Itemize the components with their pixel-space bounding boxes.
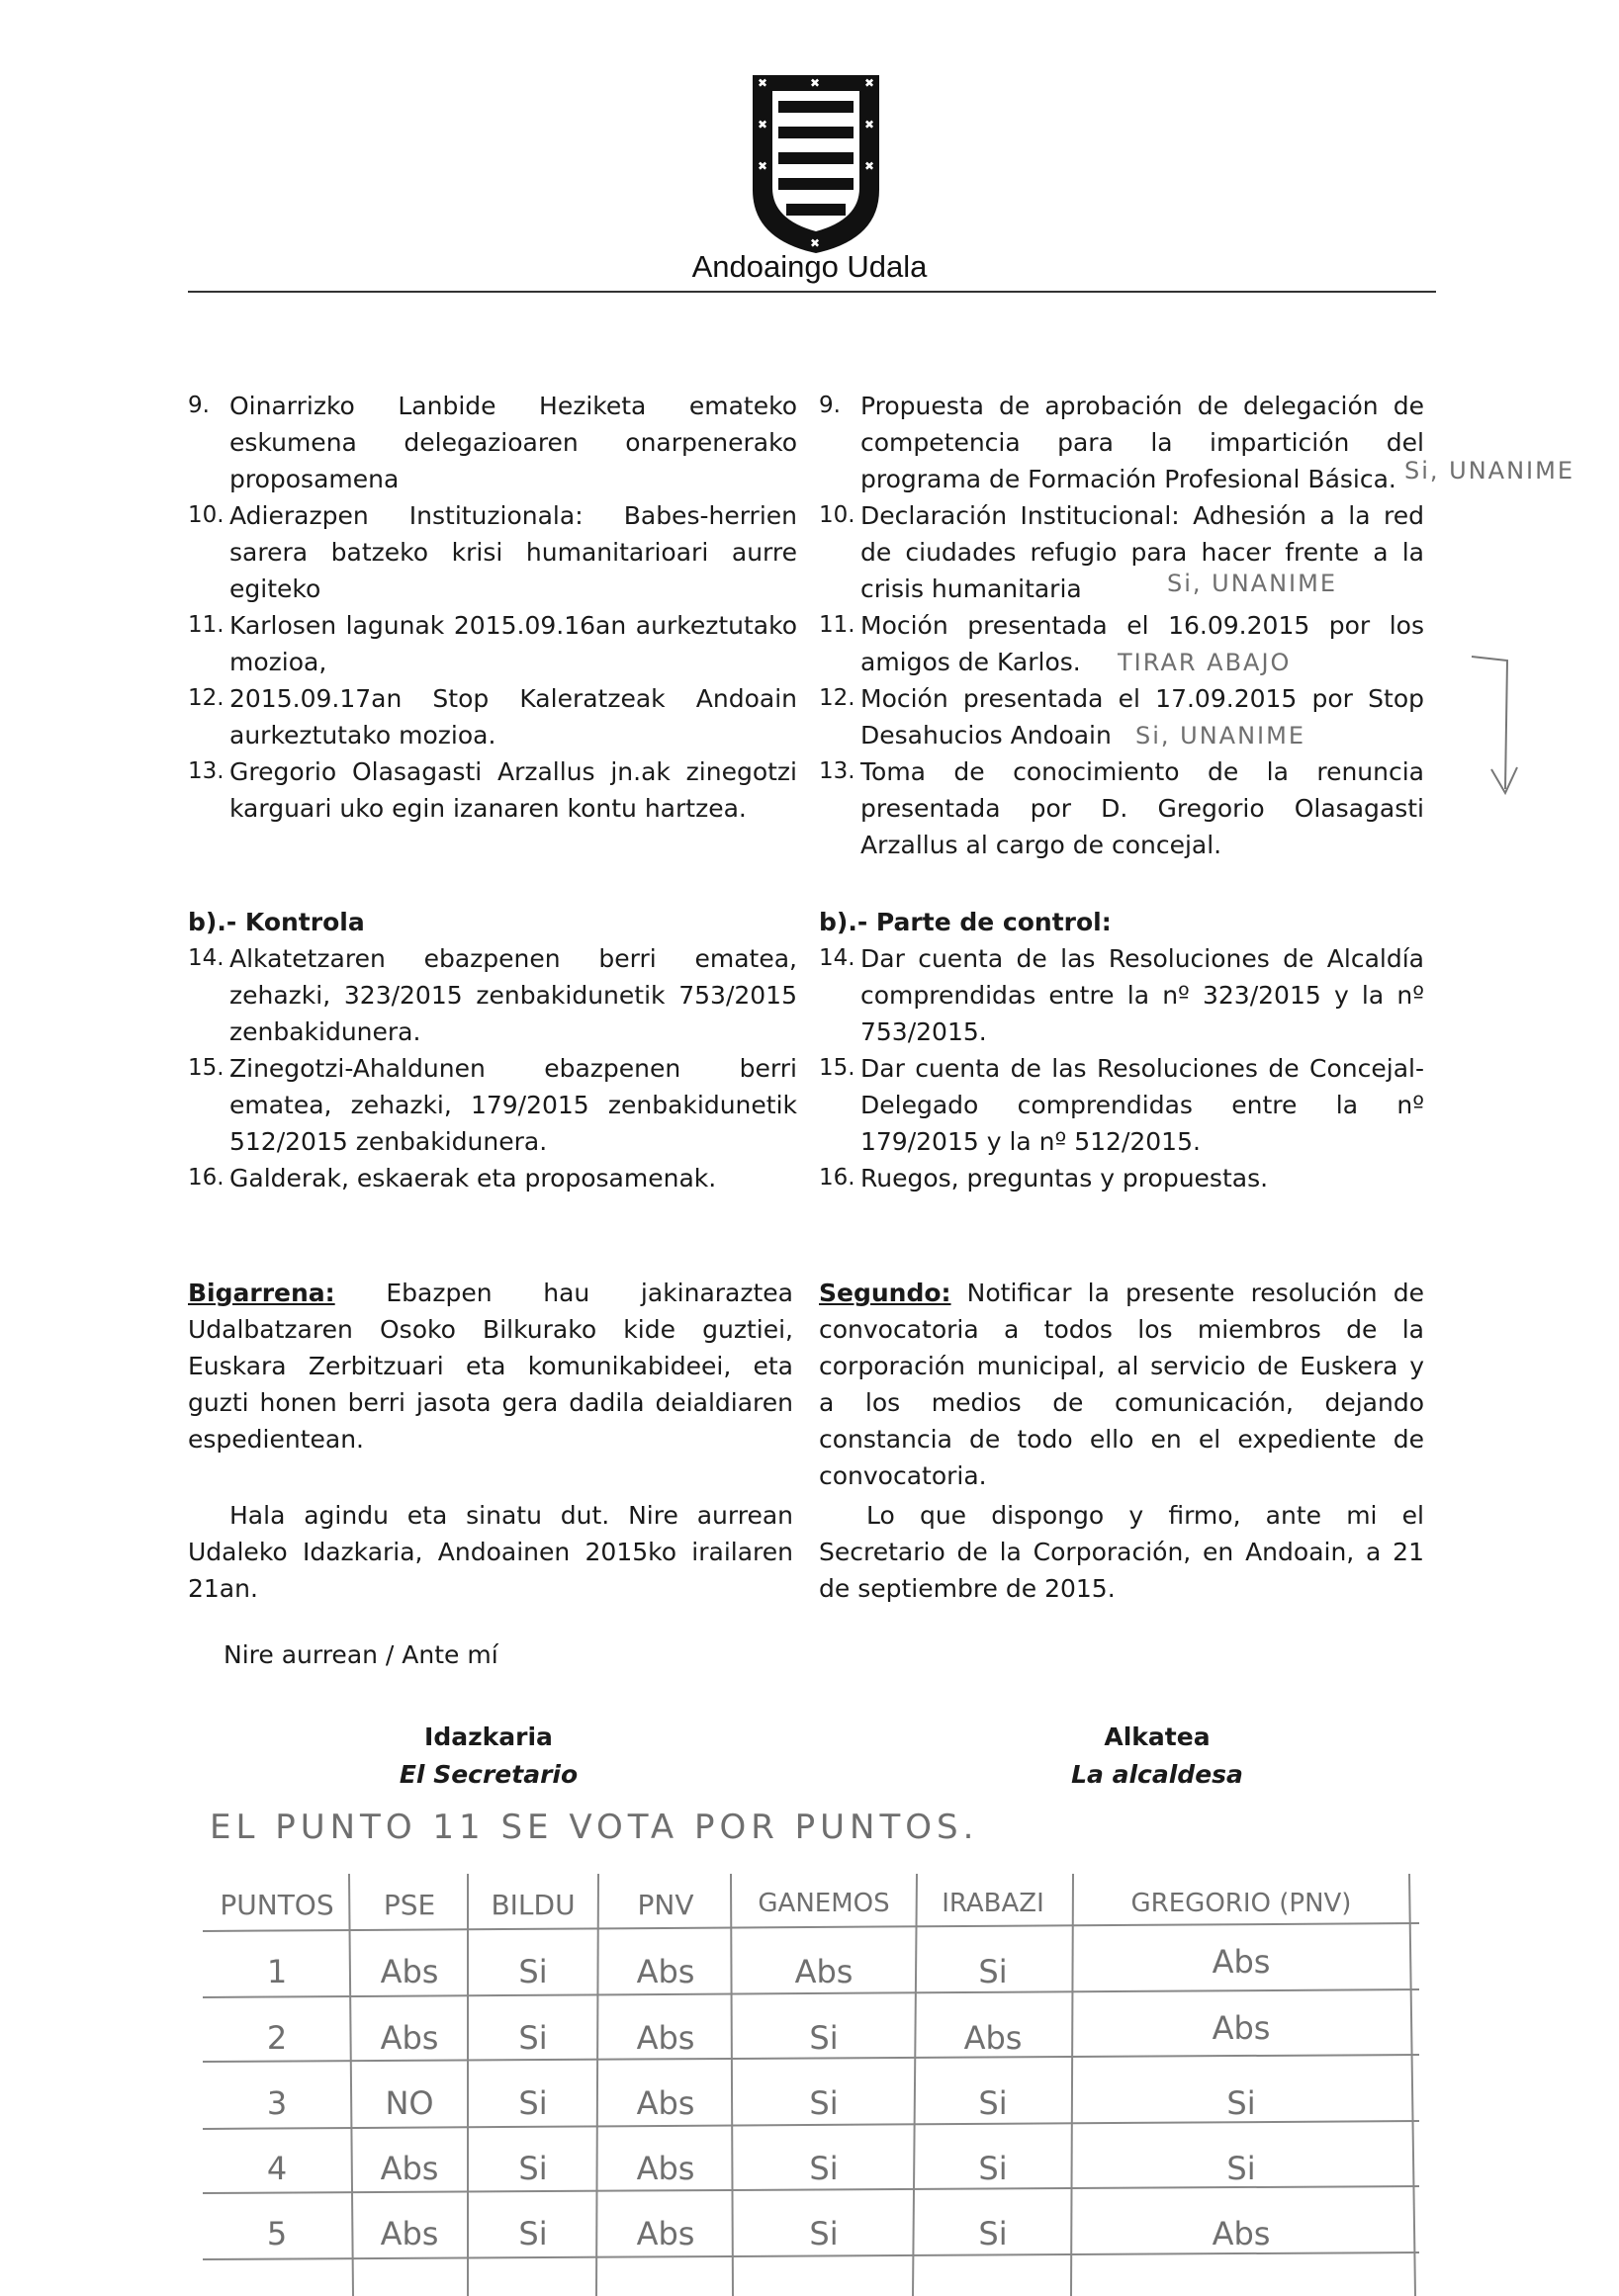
table-cell: Abs <box>1212 2215 1271 2252</box>
list-item: 13. Toma de conocimiento de la renuncia presentada por D. Gregorio Olasagasti Arzallus al cargo de concejal. <box>819 757 1424 859</box>
table-cell: Si <box>809 2150 839 2187</box>
svg-text:✖: ✖ <box>864 118 875 132</box>
table-cell: Si <box>978 1953 1008 1990</box>
second-paragraph-basque: Bigarrena: Ebazpen hau jakinaraztea Udalbatzaren Osoko Bilkurako kide guztiei, Euskara Zerbitzuari eta komunikabideei, eta guzti honen berri jasota gera dadila deialdiaren espedientean. <box>188 1279 793 1454</box>
table-cell: 5 <box>266 2215 288 2252</box>
list-item: 14. Alkatetzaren ebazpenen berri ematea, zehazki, 323/2015 zenbakidunetik 753/2015 zenbakidunera. <box>188 944 797 1046</box>
table-cell: Abs <box>636 2150 695 2187</box>
table-cell: Abs <box>380 2019 439 2057</box>
list-item: 15. Zinegotzi-Ahaldunen ebazpenen berri ematea, zehazki, 179/2015 zenbakidunetik 512/2015 zenbakidunera. <box>188 1054 797 1156</box>
table-header: PNV <box>637 1889 694 1921</box>
table-header: PUNTOS <box>220 1889 334 1921</box>
svg-text:✖: ✖ <box>758 76 768 90</box>
table-cell: Si <box>518 2215 548 2252</box>
agenda-list-spanish <box>819 388 1424 863</box>
svg-text:✖: ✖ <box>810 236 821 250</box>
table-cell: Si <box>978 2084 1008 2122</box>
table-cell: Abs <box>963 2019 1023 2057</box>
agenda-list-basque <box>188 388 797 827</box>
secretary-signature-block <box>330 1719 647 1794</box>
table-cell: Abs <box>1212 2009 1271 2047</box>
table-cell: Si <box>1226 2084 1256 2122</box>
table-cell: Abs <box>636 1953 695 1990</box>
mayor-signature-block <box>999 1719 1315 1794</box>
before-me-label: Nire aurrean / Ante mí <box>224 1640 498 1669</box>
table-cell: 4 <box>266 2150 288 2187</box>
municipal-crest-logo <box>749 71 883 255</box>
table-cell: Abs <box>380 2150 439 2187</box>
table-cell: Si <box>978 2150 1008 2187</box>
secretary-title-basque: Idazkaria <box>424 1722 553 1751</box>
svg-text:✖: ✖ <box>864 76 875 90</box>
list-item: 16. Galderak, eskaerak eta proposamenak. <box>188 1164 717 1192</box>
table-cell: 1 <box>266 1953 288 1990</box>
handwritten-annotation: Si, UNANIME <box>1167 570 1337 597</box>
table-cell: Si <box>809 2215 839 2252</box>
closing-paragraph-basque: Hala agindu eta sinatu dut. Nire aurrean Udaleko Idazkaria, Andoainen 2015ko irailaren 21an. <box>188 1501 793 1603</box>
table-cell: Si <box>518 2084 548 2122</box>
table-cell: Si <box>978 2215 1008 2252</box>
section-title-basque: b).- Kontrola <box>188 908 365 936</box>
table-cell: Si <box>809 2019 839 2057</box>
table-cell: Si <box>518 1953 548 1990</box>
table-cell: Abs <box>636 2084 695 2122</box>
svg-text:✖: ✖ <box>758 118 768 132</box>
secretary-title-spanish: El Secretario <box>399 1760 579 1789</box>
table-cell: Abs <box>380 1953 439 1990</box>
table-cell: Si <box>1226 2150 1256 2187</box>
list-item: 12. 2015.09.17an Stop Kaleratzeak Andoain aurkeztutako mozioa. <box>188 684 797 750</box>
control-list-spanish <box>819 940 1424 1196</box>
closing-paragraph-spanish: Lo que dispongo y firmo, ante mi el Secretario de la Corporación, en Andoain, a 21 de septiembre de 2015. <box>819 1501 1424 1603</box>
list-item: 9. Oinarrizko Lanbide Heziketa emateko eskumena delegazioaren onarpenerako proposamena <box>188 392 797 493</box>
list-item: 13. Gregorio Olasagasti Arzallus jn.ak zinegotzi karguari uko egin izanaren kontu hartzea. <box>188 757 797 823</box>
handwritten-annotation: TIRAR ABAJO <box>1118 649 1292 676</box>
handwritten-note: EL PUNTO 11 SE VOTA POR PUNTOS. <box>210 1808 979 1847</box>
header-divider <box>188 291 1436 293</box>
list-item: 10. Declaración Institucional: Adhesión a la red de ciudades refugio para hacer frente a la crisis humanitaria <box>819 501 1424 603</box>
svg-text:✖: ✖ <box>864 159 875 173</box>
table-cell: Si <box>809 2084 839 2122</box>
list-item: 15. Dar cuenta de las Resoluciones de Concejal-Delegado comprendidas entre la nº 179/2015 y la nº 512/2015. <box>819 1054 1424 1156</box>
second-paragraph-spanish: Segundo: Notificar la presente resolución de convocatoria a todos los miembros de la corporación municipal, al servicio de Euskera y a los medios de comunicación, dejando constancia de todo ello en el expediente de convocatoria. <box>819 1279 1424 1490</box>
table-cell: Abs <box>794 1953 854 1990</box>
handwritten-arrow-icon <box>1470 651 1519 809</box>
list-item: 12. Moción presentada el 17.09.2015 por Stop Desahucios Andoain <box>819 684 1424 750</box>
list-item: 9. Propuesta de aprobación de delegación de competencia para la impartición del programa de Formación Profesional Básica. <box>819 392 1424 493</box>
organization-name: Andoaingo Udala <box>691 249 928 284</box>
svg-text:✖: ✖ <box>810 76 821 90</box>
table-header: GREGORIO (PNV) <box>1130 1889 1352 1918</box>
table-cell: Abs <box>380 2215 439 2252</box>
table-cell: 2 <box>266 2019 288 2057</box>
table-cell: NO <box>385 2084 434 2122</box>
list-item: 11. Karlosen lagunak 2015.09.16an aurkeztutako mozioa, <box>188 611 797 676</box>
list-item: 11. Moción presentada el 16.09.2015 por los amigos de Karlos. <box>819 611 1424 676</box>
table-cell: 3 <box>266 2084 288 2122</box>
handwritten-annotation: Si, UNANIME <box>1404 457 1574 485</box>
handwritten-annotation: Si, UNANIME <box>1135 722 1305 750</box>
mayor-title-basque: Alkatea <box>1104 1722 1211 1751</box>
table-cell: Si <box>518 2150 548 2187</box>
table-header: GANEMOS <box>758 1889 890 1918</box>
list-item: 14. Dar cuenta de las Resoluciones de Alcaldía comprendidas entre la nº 323/2015 y la nº 753/2015. <box>819 944 1424 1046</box>
table-header: BILDU <box>491 1889 576 1921</box>
list-item: 10. Adierazpen Instituzionala: Babes-herrien sarera batzeko krisi humanitarioari aurre egiteko <box>188 501 797 603</box>
table-cell: Abs <box>1212 1943 1271 1981</box>
list-item: 16. Ruegos, preguntas y propuestas. <box>819 1164 1269 1192</box>
mayor-title-spanish: La alcaldesa <box>1071 1760 1243 1789</box>
table-cell: Abs <box>636 2215 695 2252</box>
table-header: PSE <box>383 1889 436 1921</box>
table-header: IRABAZI <box>942 1889 1044 1918</box>
table-cell: Abs <box>636 2019 695 2057</box>
table-cell: Si <box>518 2019 548 2057</box>
section-title-spanish: b).- Parte de control: <box>819 908 1112 936</box>
control-list-basque <box>188 940 797 1196</box>
svg-text:✖: ✖ <box>758 159 768 173</box>
